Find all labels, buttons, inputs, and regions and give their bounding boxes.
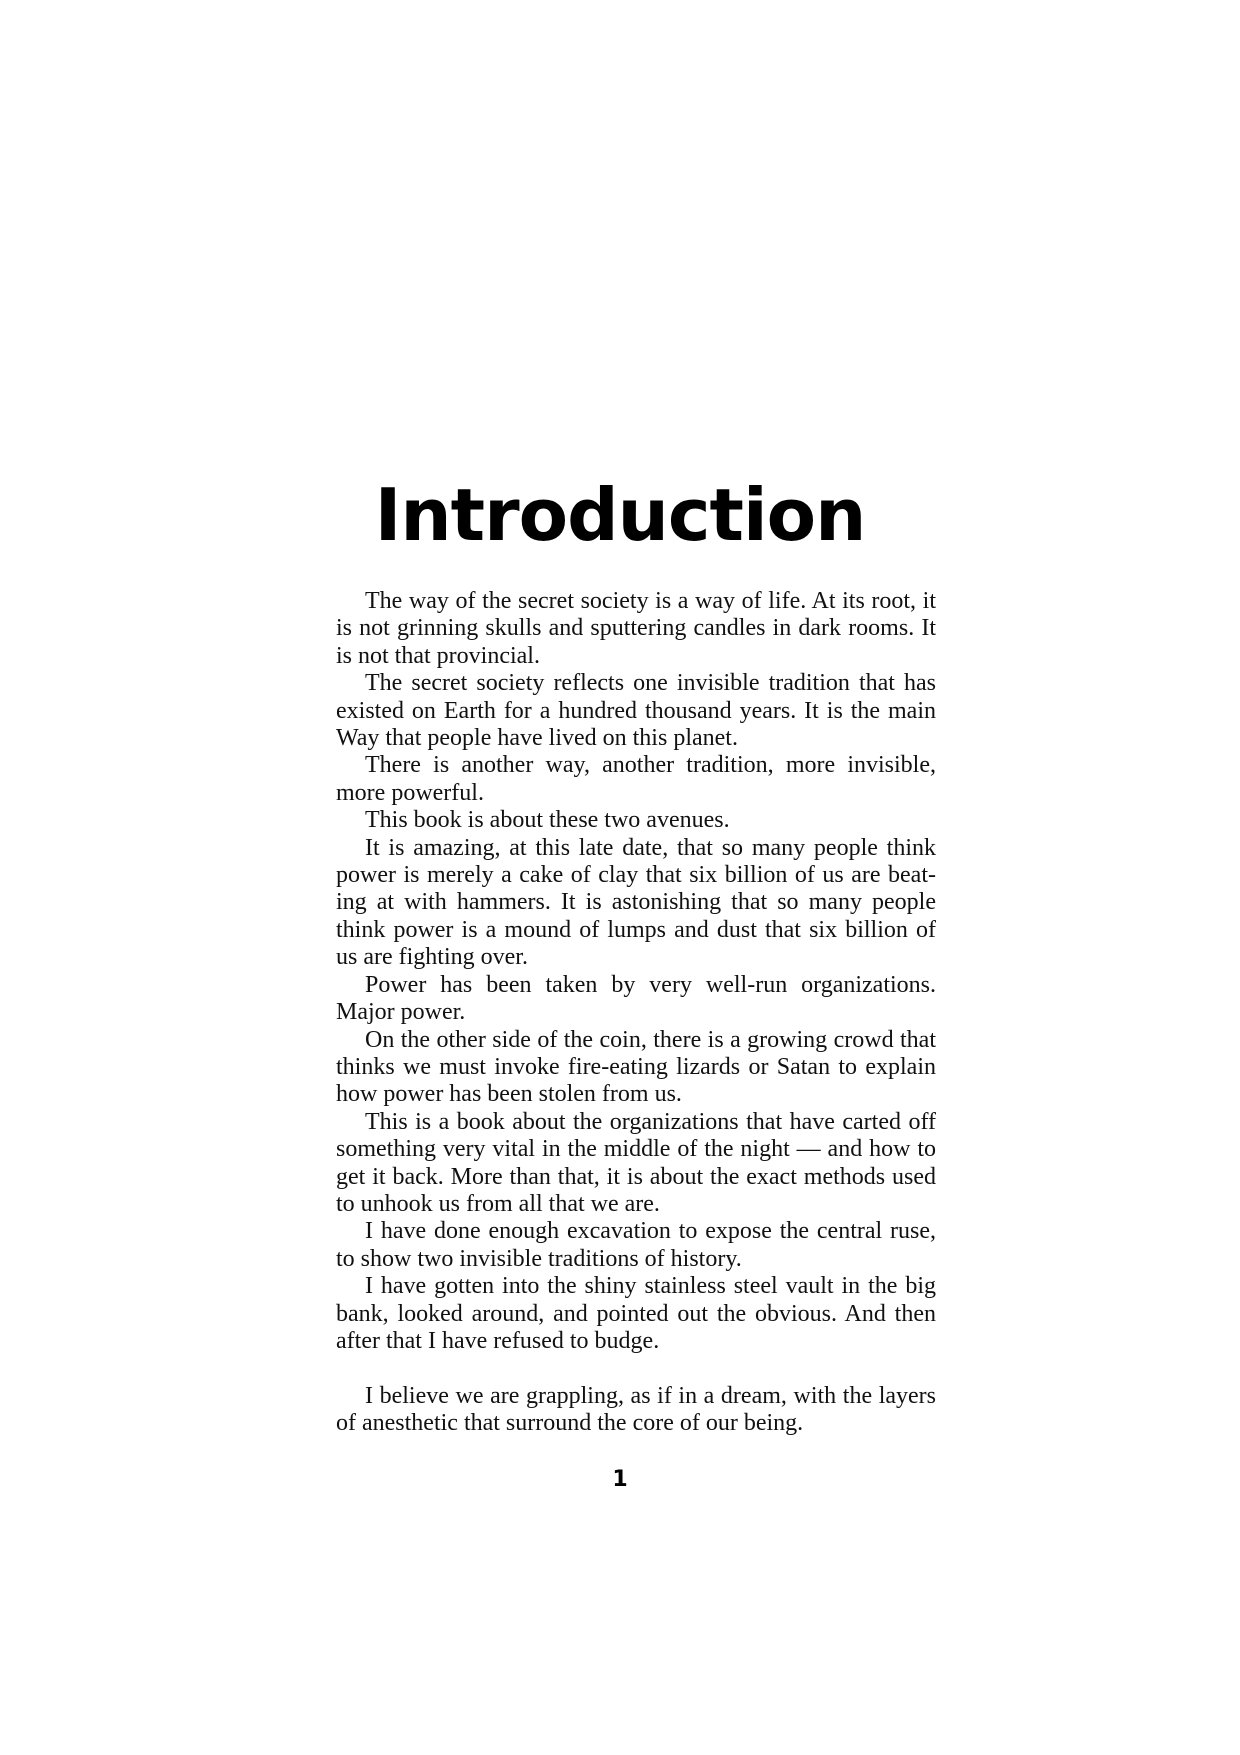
page-number: 1 [612, 1467, 628, 1492]
body-paragraph: There is another way, another tradition, more invisible, more powerful. [336, 752, 936, 806]
body-paragraph: The way of the secret society is a way of life. At its root, it is not grinning skulls and sputtering candles in dark rooms. It is not that provincial. [336, 588, 936, 669]
body-paragraph: On the other side of the coin, there is a growing crowd that thinks we must invoke fire-eating lizards or Satan to explain how power has been stolen from us. [336, 1026, 936, 1108]
body-paragraph: This is a book about the organizations that have carted off something very vital in the middle of the night — and how to get it back. More than that, it is about the exact methods used to unhook us from all that we are. [336, 1108, 936, 1217]
body-paragraph: Power has been taken by very well-run organizations. Major power. [336, 971, 936, 1026]
chapter-title: Introduction [374, 473, 866, 557]
body-paragraph: This book is about these two avenues. [365, 807, 730, 834]
body-paragraph: It is amazing, at this late date, that so many people think power is merely a cake of clay that six billion of us are beating at with hammers. It is astonishing that so many people think power is a mound of lumps and dust that six billion of us are fighting over. [336, 834, 936, 971]
chapter-body [336, 588, 936, 1438]
closing-paragraph: I believe we are grappling, as if in a dream, with the layers of anesthetic that surround the core of our being. [336, 1382, 936, 1437]
body-paragraph: I have gotten into the shiny stainless steel vault in the big bank, looked around, and pointed out the obvious. And then after that I have refused to budge. [336, 1273, 936, 1354]
body-paragraph: I have done enough excavation to expose the central ruse, to show two invisible traditions of history. [336, 1218, 936, 1272]
body-paragraph: The secret society reflects one invisible tradition that has existed on Earth for a hundred thousand years. It is the main Way that people have lived on this planet. [336, 670, 936, 752]
